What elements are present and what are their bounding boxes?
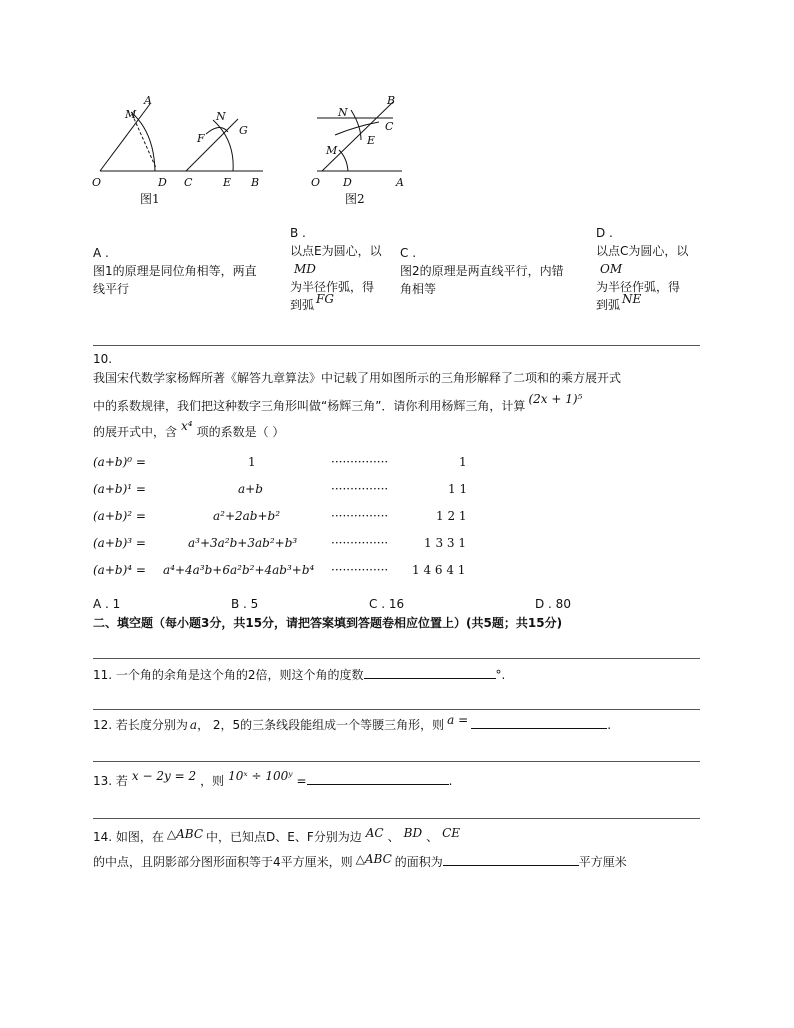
q13-math2: 10ˣ ÷ 100ʸ <box>228 769 293 783</box>
figure-1 <box>88 92 278 212</box>
triangle-dots: ··············· <box>331 563 389 577</box>
q10-line1: 我国宋代数学家杨辉所著《解答九章算法》中记载了用如图所示的三角形解释了二项和的乘方展开式 <box>93 371 622 385</box>
triangle-row-0 <box>93 455 653 473</box>
q10-line2-text: 中的系数规律，我们把这种数字三角形叫做“杨辉三角”．请你利用杨辉三角，计算 <box>93 399 526 413</box>
q9-option-d[interactable] <box>596 224 706 314</box>
triangle-row-2 <box>93 509 653 527</box>
q13 <box>93 769 453 789</box>
q12-math: a = <box>447 713 469 727</box>
fig1-label-a: A <box>144 94 152 107</box>
q14-line1-b: 中，已知点D、E、F分别为边 <box>206 830 362 844</box>
q9-option-c-line1: 图2的原理是两直线平行，内错 <box>400 264 564 278</box>
fig2-ray-ob <box>322 102 393 171</box>
q9-option-a-letter: A . <box>93 246 109 260</box>
triangle-lhs: (a+b)⁴ = <box>93 563 146 577</box>
section-2-title: 二、填空题（每小题3分，共15分，请把答案填到答题卷相应位置上）(共5题；共15分) <box>93 616 563 630</box>
triangle-dots: ··············· <box>331 455 389 469</box>
triangle-expansion: a²+2ab+b² <box>213 509 281 523</box>
fig2-label-c: C <box>385 120 394 133</box>
divider-q10-q11 <box>93 658 700 659</box>
fig1-label-e: E <box>223 176 232 189</box>
figure-2 <box>305 92 425 212</box>
fig2-arc-ne <box>351 110 361 140</box>
q10-line3 <box>93 419 285 440</box>
q9-option-b-line2: 为半径作弧，得 <box>290 280 375 294</box>
q12-text-a: 12. 若长度分别为 <box>93 718 188 732</box>
q12-tail: . <box>607 718 612 732</box>
fig2-label-e: E <box>367 134 376 147</box>
triangle-lhs: (a+b)² = <box>93 509 146 523</box>
fig1-caption: 图1 <box>140 192 160 206</box>
q14-line1 <box>93 828 464 845</box>
triangle-coeffs: 1 <box>459 455 467 469</box>
fig1-label-m: M <box>125 108 137 121</box>
fig1-label-c: C <box>184 176 193 189</box>
triangle-coeffs: 1 3 3 1 <box>424 536 466 550</box>
q14-answer-blank[interactable] <box>443 853 579 866</box>
fig2-label-b: B <box>387 94 396 107</box>
q13-eq: = <box>296 774 307 788</box>
fig1-label-b: B <box>251 176 260 189</box>
q10-option-c[interactable]: C . 16 <box>369 597 405 611</box>
q14-seg-ac: AC <box>365 826 384 840</box>
q9-option-b-math-md: MD <box>294 262 316 276</box>
fig1-chord-md <box>132 114 156 168</box>
divider-q12-q13 <box>93 761 700 762</box>
triangle-coeffs: 1 4 6 4 1 <box>412 563 466 577</box>
fig1-label-d: D <box>158 176 167 189</box>
q9-option-c-letter: C . <box>400 246 417 260</box>
q12-var-a: a <box>189 718 198 732</box>
q13-tail: . <box>448 774 453 788</box>
q13-math1: x − 2y = 2 <box>131 769 197 783</box>
triangle-dots: ··············· <box>331 536 389 550</box>
divider-q11-q12 <box>93 709 700 710</box>
q10-line2 <box>93 392 583 414</box>
triangle-expansion: a+b <box>238 482 263 496</box>
divider-q13-q14 <box>93 818 700 819</box>
q14-tail: 平方厘米 <box>578 855 627 869</box>
fig2-label-a: A <box>396 176 404 189</box>
q12-text-b: ， 2，5的三条线段能组成一个等腰三角形，则 <box>197 718 445 732</box>
triangle-expansion: 1 <box>248 455 256 469</box>
q9-option-b-letter: B . <box>290 226 306 240</box>
q10-option-a[interactable]: A . 1 <box>93 597 121 611</box>
q13-text-a: 13. 若 <box>93 774 128 788</box>
q11-tail: °. <box>495 668 506 682</box>
triangle-row-1 <box>93 482 653 500</box>
q11-answer-blank[interactable] <box>364 666 496 679</box>
triangle-lhs: (a+b)⁰ = <box>93 455 146 469</box>
fig1-arc-fg <box>206 127 228 134</box>
q12-answer-blank[interactable] <box>471 716 607 729</box>
q14-tri2: △ABC <box>355 852 392 866</box>
q9-option-a-line1: 图1的原理是同位角相等，两直 <box>93 264 257 278</box>
q10-line3-b: 项的系数是（ ） <box>196 425 285 439</box>
q10-line3-math: x⁴ <box>181 419 193 433</box>
q9-option-b[interactable] <box>290 224 400 314</box>
q9-option-b-line1: 以点E为圆心，以 <box>290 244 382 258</box>
q14-tri1: △ABC <box>166 827 204 841</box>
triangle-dots: ··············· <box>331 509 389 523</box>
q14-seg-ce: CE <box>442 826 461 840</box>
q9-option-d-math-om: OM <box>600 262 623 276</box>
q11-text: 11. 一个角的余角是这个角的2倍，则这个角的度数 <box>93 668 364 682</box>
triangle-coeffs: 1 2 1 <box>436 509 467 523</box>
q10-option-b[interactable]: B . 5 <box>231 597 259 611</box>
q14-seg-bd: BD <box>403 826 423 840</box>
q12 <box>93 713 612 733</box>
q14-line2-b: 的面积为 <box>394 855 443 869</box>
fig1-label-f: F <box>197 132 205 145</box>
triangle-dots: ··············· <box>331 482 389 496</box>
fig2-label-o: O <box>311 176 321 189</box>
q10-number: 10. <box>93 352 113 366</box>
q9-option-b-math-fg: FG <box>316 292 334 306</box>
q11 <box>93 666 505 683</box>
triangle-coeffs: 1 1 <box>448 482 468 496</box>
triangle-lhs: (a+b)¹ = <box>93 482 146 496</box>
q9-option-d-math-ne: NE <box>622 292 642 306</box>
q10-option-d[interactable]: D . 80 <box>535 597 571 611</box>
fig2-label-d: D <box>343 176 352 189</box>
q9-option-d-line1: 以点C为圆心，以 <box>596 244 689 258</box>
fig2-label-n: N <box>338 106 348 119</box>
triangle-expansion: a³+3a²b+3ab²+b³ <box>188 536 298 550</box>
fig2-label-m: M <box>326 144 338 157</box>
triangle-lhs: (a+b)³ = <box>93 536 146 550</box>
triangle-expansion: a⁴+4a³b+6a²b²+4ab³+b⁴ <box>163 563 315 577</box>
fig2-caption: 图2 <box>345 192 365 206</box>
q10-line3-a: 的展开式中，含 <box>93 425 178 439</box>
q9-option-d-letter: D . <box>596 226 613 240</box>
q10-line2-math: (2x + 1)⁵ <box>528 392 583 406</box>
q9-option-c-line2: 角相等 <box>400 282 437 296</box>
q14-line2 <box>93 853 627 870</box>
q9-option-c[interactable] <box>400 244 590 298</box>
fig1-label-o: O <box>92 176 102 189</box>
q9-option-a-line2: 线平行 <box>93 282 130 296</box>
q9-option-d-line3: 到弧 <box>596 298 621 312</box>
q14-line1-a: 14. 如图，在 <box>93 830 164 844</box>
q9-option-b-line3: 到弧 <box>290 298 315 312</box>
q14-sep1: 、 <box>387 830 400 844</box>
triangle-row-3 <box>93 536 653 554</box>
fig1-label-g: G <box>239 124 248 137</box>
q14-sep2: 、 <box>426 830 439 844</box>
fig1-label-n: N <box>216 110 226 123</box>
q13-text-b: ，则 <box>200 774 225 788</box>
triangle-row-4 <box>93 563 653 581</box>
q9-option-a[interactable] <box>93 244 283 298</box>
divider-q9-q10 <box>93 345 700 346</box>
q9-option-d-line2: 为半径作弧，得 <box>596 280 681 294</box>
q13-answer-blank[interactable] <box>307 772 449 785</box>
q14-line2-a: 的中点，且阴影部分图形面积等于4平方厘米，则 <box>93 855 353 869</box>
